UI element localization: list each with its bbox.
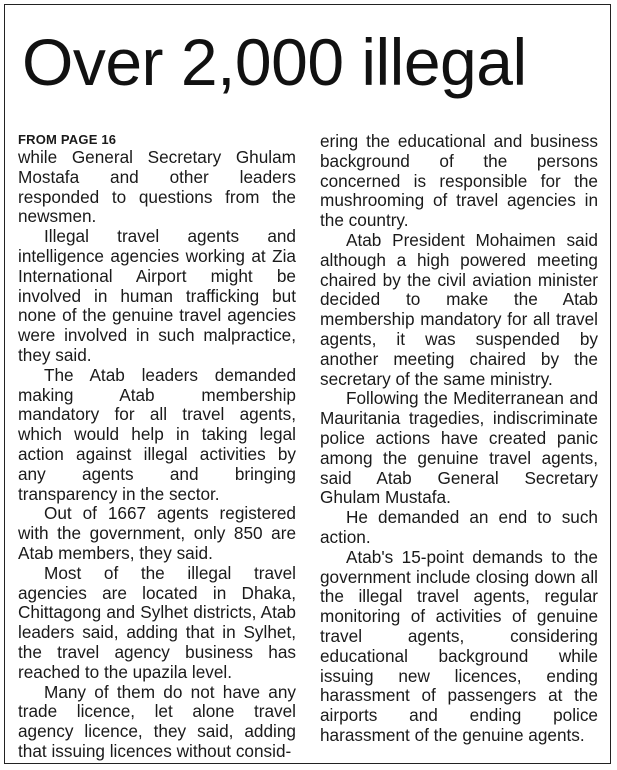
paragraph: Atab President Mohaimen said although a high powered meeting chaired by the civil aviation minister decided to make the Atab membership mandatory for all travel agents, it was suspended by another meeting chaired by the secretary of the same ministry. bbox=[320, 229, 598, 389]
paragraph: Out of 1667 agents registered with the government, only 850 are Atab members, they said. bbox=[18, 503, 296, 563]
paragraph: ering the educational and business background of the persons concerned is responsible for the mushrooming of travel agencies in the country. bbox=[320, 131, 598, 231]
article-column-right bbox=[320, 132, 598, 746]
paragraph: Many of them do not have any trade licence, let alone travel agency licence, they said, adding that issuing licences without consid- bbox=[18, 681, 296, 761]
article-column-left bbox=[18, 132, 296, 762]
paragraph: while General Secretary Ghulam Mostafa and other leaders responded to questions from the newsmen. bbox=[18, 147, 296, 227]
paragraph: Following the Mediterranean and Mauritania tragedies, indiscriminate police actions have created panic among the genuine travel agents, said Atab General Secretary Ghulam Mustafa. bbox=[320, 388, 598, 508]
jump-line: FROM PAGE 16 bbox=[18, 132, 117, 147]
paragraph: The Atab leaders demanded making Atab membership mandatory for all travel agents, which would help in taking legal action against illegal activities by any agents and bringing transparency in the sector. bbox=[18, 364, 296, 504]
paragraph: He demanded an end to such action. bbox=[320, 507, 598, 547]
paragraph: Illegal travel agents and intelligence agencies working at Zia International Airport might be involved in human trafficking but none of the genuine travel agencies were involved in such malpractice, they said. bbox=[18, 226, 296, 365]
paragraph: Most of the illegal travel agencies are located in Dhaka, Chittagong and Sylhet districts, Atab leaders said, adding that in Sylhet, the travel agency business has reached to the upazila level. bbox=[18, 562, 296, 682]
paragraph: Atab's 15-point demands to the government include closing down all the illegal travel agents, regular monitoring of activities of genuine travel agents, considering educational background while issuing new licences, ending harassment of passengers at the airports and ending police harassment of the genuine agents. bbox=[320, 546, 598, 745]
headline: Over 2,000 illegal bbox=[22, 25, 527, 99]
